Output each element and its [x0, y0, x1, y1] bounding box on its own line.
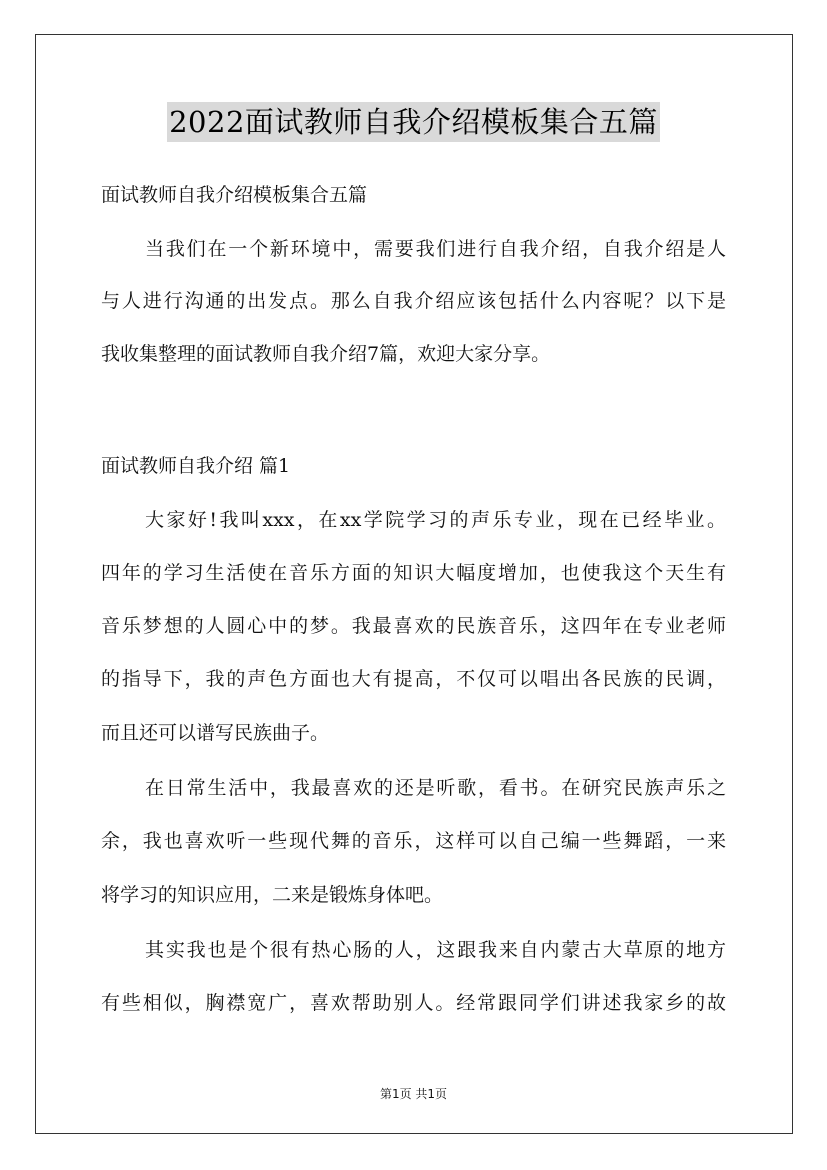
s1p1-line-3: 音乐梦想的人圆心中的梦。我最喜欢的民族音乐，这四年在专业老师	[101, 615, 726, 637]
document-subtitle: 面试教师自我介绍模板集合五篇	[101, 184, 368, 206]
section1-heading: 面试教师自我介绍 篇1	[101, 455, 291, 477]
s1p3-line-1: 其实我也是个很有热心肠的人，这跟我来自内蒙古大草原的地方	[145, 939, 726, 961]
s1p1-line-2: 四年的学习生活使在音乐方面的知识大幅度增加，也使我这个天生有	[101, 562, 726, 584]
intro-line-1: 当我们在一个新环境中，需要我们进行自我介绍，自我介绍是人	[145, 238, 726, 260]
s1p2-line-3: 将学习的知识应用，二来是锻炼身体吧。	[101, 884, 444, 906]
s1p2-line-1: 在日常生活中，我最喜欢的还是听歌，看书。在研究民族声乐之	[145, 777, 726, 799]
s1p1-line-4: 的指导下，我的声色方面也大有提高，不仅可以唱出各民族的民调，	[101, 668, 726, 690]
intro-line-2: 与人进行沟通的出发点。那么自我介绍应该包括什么内容呢？以下是	[101, 290, 726, 312]
intro-line-3: 我收集整理的面试教师自我介绍7篇，欢迎大家分享。	[101, 343, 551, 365]
page-footer: 第1页 共1页	[379, 1087, 448, 1101]
s1p1-line-1: 大家好!我叫xxx，在xx学院学习的声乐专业，现在已经毕业。	[145, 509, 726, 531]
s1p2-line-2: 余，我也喜欢听一些现代舞的音乐，这样可以自己编一些舞蹈，一来	[101, 830, 726, 852]
document-title: 2022面试教师自我介绍模板集合五篇	[167, 102, 660, 142]
s1p1-line-5: 而且还可以谱写民族曲子。	[101, 722, 330, 744]
title-wrap	[0, 102, 827, 142]
s1p3-line-2: 有些相似，胸襟宽广，喜欢帮助别人。经常跟同学们讲述我家乡的故	[101, 992, 726, 1014]
